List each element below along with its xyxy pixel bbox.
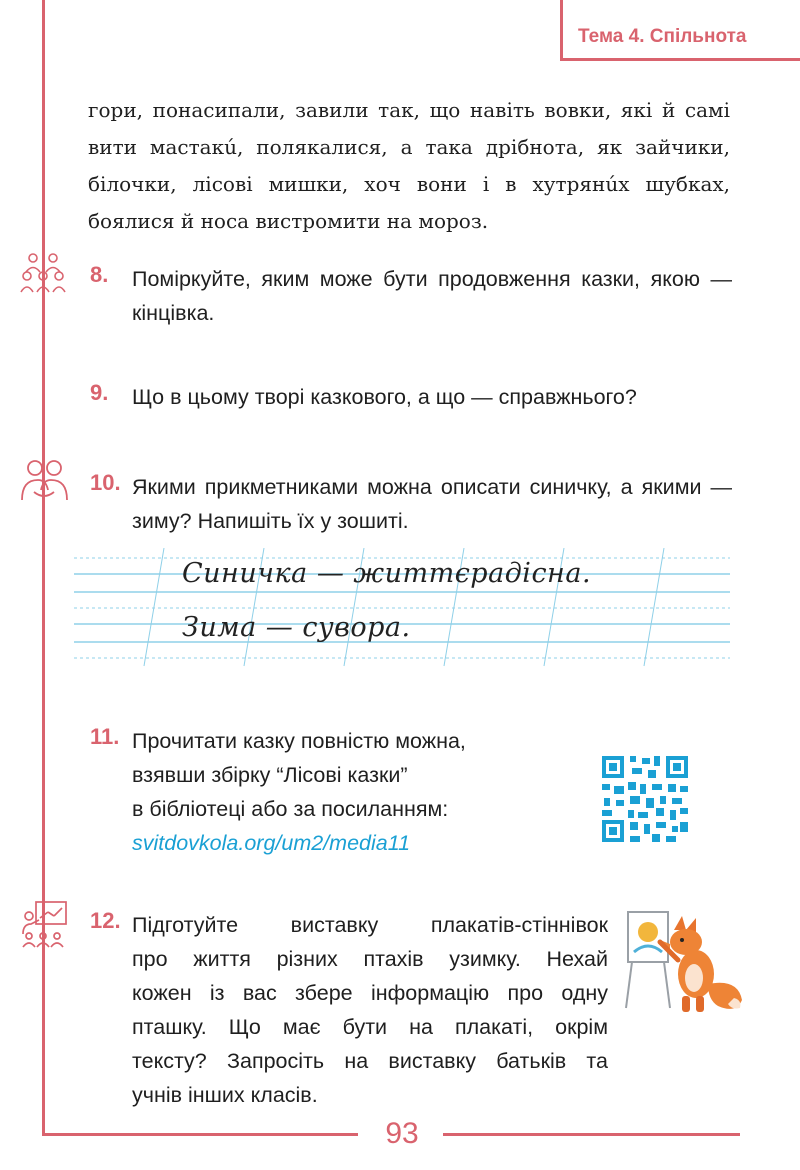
- header-divider-vertical: [560, 0, 563, 60]
- task-10-text: Якими прикметниками можна описати синичку, а якими — зиму? Напишіть їх у зошиті.: [132, 475, 732, 533]
- task-11-text: Прочитати казку повністю можна, взявши збірку “Лісові казки” в бібліотеці або за посиланням: svitdovkola.org/um2/media11: [132, 729, 466, 855]
- media-link[interactable]: svitdovkola.org/um2/media11: [132, 831, 411, 855]
- pair-work-icon: [20, 458, 70, 506]
- task-12-text: Підготуйте виставку плакатів-стіннівок про життя різних птахів узимку. Нехай кожен із вас збере інформацію про одну пташку. Що має бути на плакаті, окрім тексту? Запросіть на виставку батьків та учнів інших класів.: [132, 913, 608, 1107]
- task-8-number: 8.: [90, 262, 109, 287]
- task-11-number: 11.: [90, 724, 120, 749]
- story-excerpt: гори, понасипали, завили так, що навіть вовки, які й самі вити мастакú, полякалися, а така дрібнота, як зайчики, білочки, лісові мишки, хоч вони і в хутрянúх шубках, боялися й носа вистромити на мороз.: [88, 98, 730, 233]
- page-number: 93: [385, 1117, 419, 1150]
- qr-code-icon[interactable]: [602, 756, 688, 842]
- group-work-icon: [20, 250, 66, 298]
- task-8-text: Поміркуйте, яким може бути продовження казки, якою — кінцівка.: [132, 267, 732, 325]
- header-divider-horizontal: [560, 58, 800, 61]
- handwriting-line-1: Синичка — життєрадісна.: [182, 558, 592, 589]
- frame-bottom-line-left: [42, 1133, 358, 1136]
- task-9-number: 9.: [90, 380, 109, 405]
- task-9-text: Що в цьому творі казкового, а що — справжнього?: [132, 385, 637, 409]
- frame-bottom-line-right: [443, 1133, 740, 1136]
- topic-header: Тема 4. Спільнота: [578, 26, 747, 47]
- frame-left-line: [42, 0, 45, 1136]
- fox-painting-illustration: [624, 908, 754, 1018]
- task-10-number: 10.: [90, 470, 121, 495]
- presentation-icon: [20, 900, 68, 948]
- handwriting-line-2: Зима — сувора.: [182, 612, 411, 643]
- task-12-number: 12.: [90, 908, 121, 933]
